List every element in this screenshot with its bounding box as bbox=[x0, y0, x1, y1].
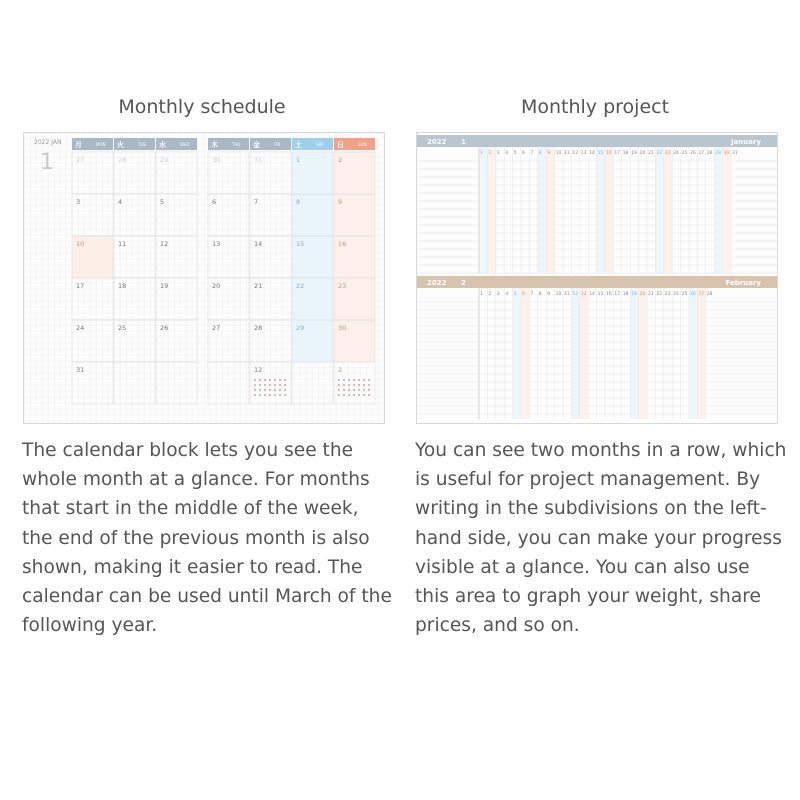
day-number: 20 bbox=[639, 151, 646, 156]
mini-calendar-dot bbox=[259, 379, 261, 381]
day-number: 17 bbox=[614, 151, 621, 156]
day-number: 28 bbox=[706, 292, 713, 297]
saturday-stripe bbox=[538, 147, 546, 274]
month-year: 2022 bbox=[427, 279, 447, 287]
day-header-en: WED bbox=[180, 142, 190, 147]
day-number: 1 bbox=[480, 292, 483, 297]
day-number: 15 bbox=[597, 151, 604, 156]
mini-calendar-dot bbox=[269, 379, 271, 381]
day-number: 29 bbox=[160, 156, 169, 164]
mini-calendar-dot bbox=[363, 389, 365, 391]
day-number: 27 bbox=[698, 292, 705, 297]
day-number: 7 bbox=[530, 292, 534, 297]
day-number: 9 bbox=[547, 292, 551, 297]
day-number: 17 bbox=[614, 292, 621, 297]
mini-calendar-dot bbox=[348, 379, 350, 381]
day-number: 14 bbox=[254, 240, 263, 248]
mini-calendar-dot bbox=[358, 384, 360, 386]
day-header-en: SUN bbox=[358, 142, 367, 147]
day-number: 5 bbox=[513, 151, 517, 156]
sunday-stripe bbox=[723, 147, 731, 274]
saturday-stripe bbox=[714, 147, 722, 274]
day-number: 3 bbox=[76, 198, 81, 206]
day-number: 16 bbox=[606, 292, 612, 297]
saturday-stripe bbox=[513, 288, 521, 419]
day-number: 6 bbox=[522, 292, 525, 297]
mini-calendar-dot bbox=[284, 379, 286, 381]
sunday-stripe bbox=[521, 288, 529, 419]
day-number: 26 bbox=[690, 151, 696, 156]
day-number: 2 bbox=[488, 292, 492, 297]
mini-calendar-dot bbox=[353, 394, 355, 396]
day-number: 7 bbox=[254, 198, 259, 206]
day-header-kanji: 土 bbox=[295, 141, 302, 149]
saturday-stripe bbox=[630, 288, 638, 419]
mini-calendar-dot bbox=[274, 379, 276, 381]
saturday-stripe bbox=[689, 288, 697, 419]
mini-calendar-dot bbox=[259, 394, 261, 396]
month-number: 1 bbox=[461, 138, 466, 146]
calendar-year: 2022 JAN bbox=[34, 139, 62, 146]
day-number: 22 bbox=[656, 151, 663, 156]
day-number: 5 bbox=[513, 292, 517, 297]
sunday-stripe bbox=[580, 288, 588, 419]
day-number: 24 bbox=[673, 151, 679, 156]
day-number: 26 bbox=[160, 324, 169, 332]
day-number: 3 bbox=[496, 151, 500, 156]
day-header-en: TUE bbox=[138, 142, 146, 147]
mini-calendar-dot bbox=[279, 389, 281, 391]
day-number: 11 bbox=[564, 151, 570, 156]
day-number: 27 bbox=[212, 324, 221, 332]
day-number: 25 bbox=[118, 324, 127, 332]
day-number: 18 bbox=[622, 292, 629, 297]
mini-calendar-dot bbox=[269, 394, 271, 396]
day-number: 6 bbox=[212, 198, 217, 206]
day-number: 25 bbox=[681, 292, 688, 297]
day-number: 22 bbox=[656, 292, 663, 297]
day-number: 11 bbox=[118, 240, 127, 248]
day-number: 9 bbox=[547, 151, 551, 156]
day-number: 14 bbox=[589, 292, 595, 297]
mini-calendar-dot bbox=[353, 379, 355, 381]
month-year: 2022 bbox=[427, 138, 447, 146]
mini-calendar-dot bbox=[353, 384, 355, 386]
mini-calendar-dot bbox=[254, 384, 256, 386]
day-number: 20 bbox=[639, 292, 646, 297]
day-number: 8 bbox=[538, 151, 542, 156]
mini-calendar-dot bbox=[279, 379, 281, 381]
day-number: 29 bbox=[715, 151, 721, 156]
day-number: 24 bbox=[673, 292, 679, 297]
day-number: 27 bbox=[76, 156, 85, 164]
day-number: 2 bbox=[488, 151, 492, 156]
sunday-stripe bbox=[487, 147, 495, 274]
saturday-stripe bbox=[597, 147, 605, 274]
project-page bbox=[417, 133, 777, 423]
day-number: 19 bbox=[631, 151, 637, 156]
mini-calendar-dot bbox=[279, 384, 281, 386]
mini-calendar-dot bbox=[274, 389, 276, 391]
mini-calendar-dot bbox=[279, 394, 281, 396]
mini-calendar-dot bbox=[348, 384, 350, 386]
day-number: 28 bbox=[706, 151, 713, 156]
mini-calendar-dot bbox=[269, 384, 271, 386]
mini-calendar-dot bbox=[284, 394, 286, 396]
month-name: February bbox=[725, 279, 761, 287]
day-number: 28 bbox=[118, 156, 127, 164]
day-number: 9 bbox=[338, 198, 343, 206]
saturday-stripe bbox=[479, 147, 487, 274]
monthly-project-image bbox=[416, 132, 778, 424]
mini-calendar-dot bbox=[264, 389, 266, 391]
day-number: 4 bbox=[505, 292, 509, 297]
mini-calendar-dot bbox=[343, 379, 345, 381]
mini-calendar-dot bbox=[368, 394, 370, 396]
sunday-stripe bbox=[639, 288, 647, 419]
day-number: 12 bbox=[572, 151, 579, 156]
saturday-stripe bbox=[655, 147, 663, 274]
day-number: 13 bbox=[580, 292, 587, 297]
mini-calendar-dot bbox=[363, 394, 365, 396]
day-number: 18 bbox=[118, 282, 127, 290]
mini-calendar-dot bbox=[284, 384, 286, 386]
day-number: 3 bbox=[496, 292, 500, 297]
day-number: 19 bbox=[631, 292, 637, 297]
day-number: 16 bbox=[606, 151, 612, 156]
day-number: 12 bbox=[254, 366, 263, 374]
mini-calendar-dot bbox=[254, 389, 256, 391]
sunday-stripe bbox=[546, 147, 554, 274]
day-number: 11 bbox=[564, 292, 570, 297]
day-number: 29 bbox=[296, 324, 305, 332]
mini-calendar-dot bbox=[269, 389, 271, 391]
day-header-en: THU bbox=[232, 142, 241, 147]
day-number: 4 bbox=[118, 198, 123, 206]
day-header-kanji: 金 bbox=[253, 141, 260, 149]
day-number: 21 bbox=[648, 292, 654, 297]
saturday-stripe bbox=[571, 288, 579, 419]
mini-calendar-dot bbox=[343, 384, 345, 386]
mini-calendar-dot bbox=[348, 394, 350, 396]
month-header-bar bbox=[417, 276, 777, 288]
day-header-kanji: 火 bbox=[117, 141, 124, 149]
month-header-bar bbox=[417, 135, 777, 147]
day-number: 26 bbox=[690, 292, 696, 297]
mini-calendar-dot bbox=[254, 394, 256, 396]
mini-calendar-dot bbox=[338, 384, 340, 386]
day-number: 2 bbox=[338, 366, 343, 374]
day-number: 31 bbox=[732, 151, 738, 156]
sunday-stripe bbox=[664, 147, 672, 274]
month-name: January bbox=[730, 138, 761, 146]
day-number: 31 bbox=[254, 156, 263, 164]
calendar-page bbox=[24, 133, 384, 423]
mini-calendar-dot bbox=[259, 384, 261, 386]
mini-calendar-dot bbox=[343, 389, 345, 391]
mini-calendar-dot bbox=[338, 389, 340, 391]
day-number: 10 bbox=[555, 151, 562, 156]
day-number: 19 bbox=[160, 282, 169, 290]
mini-calendar-dot bbox=[363, 384, 365, 386]
mini-calendar-dot bbox=[368, 379, 370, 381]
day-number: 23 bbox=[664, 151, 671, 156]
day-number: 1 bbox=[480, 151, 483, 156]
monthly-schedule-image bbox=[23, 132, 385, 424]
day-number: 15 bbox=[296, 240, 305, 248]
mini-calendar-dot bbox=[358, 389, 360, 391]
mini-calendar-dot bbox=[274, 394, 276, 396]
day-number: 23 bbox=[664, 292, 671, 297]
day-number: 4 bbox=[505, 151, 509, 156]
day-header-en: FRI bbox=[274, 142, 281, 147]
sunday-stripe bbox=[697, 288, 705, 419]
day-number: 24 bbox=[76, 324, 85, 332]
monthly-schedule-description: The calendar block lets you see the whole month at a glance. For months that start in the middle of the week, the end of the previous month is also shown, making it easier to read. The calendar can be used until March of the following year. bbox=[22, 440, 392, 637]
day-header-kanji: 水 bbox=[159, 141, 166, 149]
day-number: 21 bbox=[648, 151, 654, 156]
day-number: 28 bbox=[254, 324, 263, 332]
monthly-project-description: You can see two months in a row, which is useful for project management. By writing in the subdivisions on the left-hand side, you can make your progress visible at a glance. You can also use this area to graph your weight, share prices, and so on. bbox=[415, 440, 787, 637]
mini-calendar-dot bbox=[254, 379, 256, 381]
day-number: 12 bbox=[572, 292, 579, 297]
mini-calendar-dot bbox=[264, 384, 266, 386]
mini-calendar-dot bbox=[343, 394, 345, 396]
mini-calendar-dot bbox=[259, 389, 261, 391]
mini-calendar-dot bbox=[358, 379, 360, 381]
day-number: 6 bbox=[522, 151, 525, 156]
day-number: 1 bbox=[296, 156, 301, 164]
day-header-en: MON bbox=[96, 142, 106, 147]
mini-calendar-dot bbox=[264, 394, 266, 396]
day-number: 8 bbox=[296, 198, 301, 206]
day-number: 23 bbox=[338, 282, 347, 290]
day-header-en: SAT bbox=[316, 142, 324, 147]
day-number: 17 bbox=[76, 282, 85, 290]
day-number: 10 bbox=[555, 292, 562, 297]
day-number: 27 bbox=[698, 151, 705, 156]
mini-calendar-dot bbox=[274, 384, 276, 386]
day-number: 10 bbox=[76, 240, 85, 248]
day-header-kanji: 日 bbox=[337, 141, 344, 149]
day-header-kanji: 月 bbox=[75, 141, 82, 149]
day-number: 30 bbox=[212, 156, 221, 164]
day-header-kanji: 木 bbox=[211, 141, 218, 149]
mini-calendar-dot bbox=[348, 389, 350, 391]
day-number: 20 bbox=[212, 282, 221, 290]
day-number: 14 bbox=[589, 151, 595, 156]
day-number: 16 bbox=[338, 240, 347, 248]
mini-calendar-dot bbox=[338, 379, 340, 381]
mini-calendar-dot bbox=[353, 389, 355, 391]
day-number: 22 bbox=[296, 282, 305, 290]
mini-calendar-dot bbox=[338, 394, 340, 396]
day-number: 18 bbox=[622, 151, 629, 156]
day-cell bbox=[208, 362, 249, 404]
day-number: 30 bbox=[723, 151, 730, 156]
day-number: 2 bbox=[338, 156, 343, 164]
day-number: 31 bbox=[76, 366, 85, 374]
day-number: 25 bbox=[681, 151, 688, 156]
monthly-schedule-title: Monthly schedule bbox=[118, 96, 286, 118]
mini-calendar-dot bbox=[363, 379, 365, 381]
sunday-stripe bbox=[605, 147, 613, 274]
day-number: 15 bbox=[597, 292, 604, 297]
month-number: 2 bbox=[461, 279, 466, 287]
day-number: 13 bbox=[212, 240, 221, 248]
day-number: 5 bbox=[160, 198, 165, 206]
day-cell bbox=[292, 362, 333, 404]
mini-calendar-dot bbox=[284, 389, 286, 391]
day-number: 8 bbox=[538, 292, 542, 297]
mini-calendar-dot bbox=[368, 389, 370, 391]
monthly-project-title: Monthly project bbox=[520, 96, 670, 118]
calendar-month-number: 1 bbox=[40, 150, 54, 175]
mini-calendar-dot bbox=[368, 384, 370, 386]
day-number: 12 bbox=[160, 240, 169, 248]
day-number: 21 bbox=[254, 282, 263, 290]
mini-calendar-dot bbox=[358, 394, 360, 396]
day-number: 30 bbox=[338, 324, 347, 332]
mini-calendar-dot bbox=[264, 379, 266, 381]
day-number: 7 bbox=[530, 151, 534, 156]
day-number: 13 bbox=[580, 151, 587, 156]
